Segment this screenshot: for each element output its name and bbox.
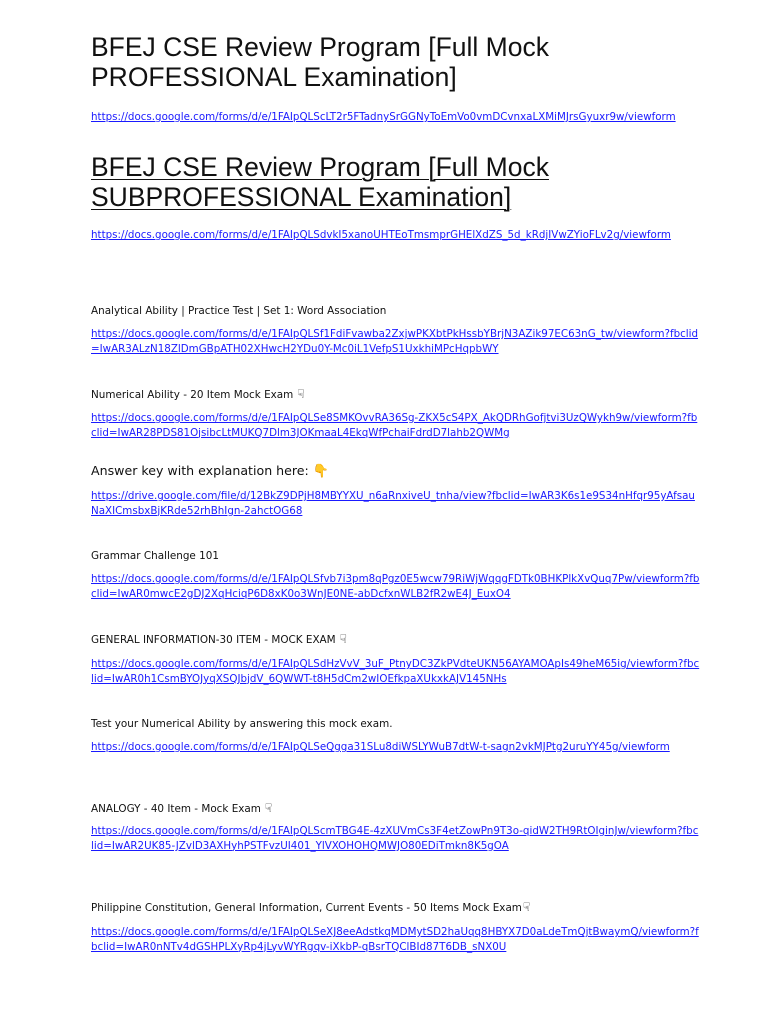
pointing-down-icon: ☟ — [264, 801, 273, 815]
numerical20-label-row — [91, 387, 711, 402]
analogy-link[interactable]: https://docs.google.com/forms/d/e/1FAIpQLScmTBG4E-4zXUVmCs3F4etZowPn9T3o-qidW2TH9RtOIginJw/viewform?fbclid=IwAR2UK85-JZvlD3AXHyhPSTFvzUI401_YlVXOHOHQMWJO80EDiTmkn8K5gOA — [91, 825, 699, 852]
professional-link[interactable]: https://docs.google.com/forms/d/e/1FAIpQLScLT2r5FTadnySrGGNyToEmVo0vmDCvnxaLXMiMJrsGyuxr9w/viewform — [91, 111, 676, 123]
constitution-link[interactable]: https://docs.google.com/forms/d/e/1FAIpQLSeXJ8eeAdstkqMDMytSD2haUqq8HBYX7D0aLdeTmQjtBwaymQ/viewform?fbclid=IwAR0nNTv4dGSHPLXyRp4jLyvWYRgqv-iXkbP-qBsrTQClBId87T6DB_sNX0U — [91, 926, 699, 953]
grammar-link[interactable]: https://docs.google.com/forms/d/e/1FAIpQLSfvb7i3pm8qPgz0E5wcw79RiWjWqqgFDTk0BHKPlkXvQuq7Pw/viewform?fbclid=IwAR0mwcE2gDJ2XqHciqP6D8xK0o3WnJE0NE-abDcfxnWLB2fR2wE4J_EuxO4 — [91, 573, 700, 600]
analytical-link[interactable]: https://docs.google.com/forms/d/e/1FAIpQLSf1FdiFvawba2ZxjwPKXbtPkHssbYBrjN3AZik97EC63nG_tw/viewform?fbclid=IwAR3ALzN18ZlDmGBpATH02XHwcH2YDu0Y-Mc0iL1VefpS1UxkhiMPcHqpbWY — [91, 328, 699, 355]
analogy-label: ANALOGY - 40 Item - Mock Exam — [91, 803, 261, 815]
professional-heading: BFEJ CSE Review Program [Full Mock PROFESSIONAL Examination] — [91, 32, 549, 92]
answer-key-label-row — [91, 464, 711, 479]
numerical-test-link[interactable]: https://docs.google.com/forms/d/e/1FAIpQLSeQgga31SLu8diWSLYWuB7dtW-t-sagn2vkMJPtg2uruYY45g/viewform — [91, 741, 670, 753]
numerical20-label: Numerical Ability - 20 Item Mock Exam — [91, 389, 294, 401]
pointing-down-icon: ☟ — [522, 900, 531, 914]
numerical-test-label: Test your Numerical Ability by answering this mock exam. — [91, 718, 393, 730]
general-info-link[interactable]: https://docs.google.com/forms/d/e/1FAIpQLSdHzVvV_3uF_PtnyDC3ZkPVdteUKN56AYAMOApIs49heM65ig/viewform?fbclid=IwAR0h1CsmBYOJyqXSQJbjdV_6QWWT-t8H5dCm2wIOEfkpaXUkxkAJV145NHs — [91, 658, 700, 685]
pointing-down-icon: ☟ — [339, 632, 347, 646]
constitution-label: Philippine Constitution, General Information, Current Events - 50 Items Mock Exam — [91, 902, 522, 914]
pointing-down-icon: ☟ — [297, 387, 305, 401]
grammar-label: Grammar Challenge 101 — [91, 550, 219, 562]
subprofessional-heading: BFEJ CSE Review Program [Full Mock SUBPROFESSIONAL Examination] — [91, 152, 549, 212]
analytical-label: Analytical Ability | Practice Test | Set 1: Word Association — [91, 305, 387, 317]
numerical20-link[interactable]: https://docs.google.com/forms/d/e/1FAIpQLSe8SMKOvvRA36Sg-ZKX5cS4PX_AkQDRhGofjtvi3UzQWykh9w/viewform?fbclid=IwAR28PDS81OjsibcLtMUKQ7Dlm3JOKmaaL4EkqWfPchaiFdrdD7lahb2QWMg — [91, 412, 698, 439]
subprofessional-link[interactable]: https://docs.google.com/forms/d/e/1FAIpQLSdvkI5xanoUHTEoTmsmprGHElXdZS_5d_kRdjIVwZYioFLv2g/viewform — [91, 229, 671, 241]
answer-key-label: Answer key with explanation here: — [91, 463, 309, 478]
constitution-label-row — [91, 900, 711, 915]
general-info-label-row — [91, 632, 711, 647]
analogy-label-row — [91, 801, 711, 816]
yellow-pointing-down-icon: 👇 — [312, 464, 329, 479]
general-info-label: GENERAL INFORMATION-30 ITEM - MOCK EXAM — [91, 634, 336, 646]
answer-key-link[interactable]: https://drive.google.com/file/d/12BkZ9DPjH8MBYYXU_n6aRnxiveU_tnha/view?fbclid=IwAR3K6s1e9S34nHfqr95yAfsauNaXICmsbxBjKRde52rhBhIgn-2ahctOG68 — [91, 490, 695, 517]
